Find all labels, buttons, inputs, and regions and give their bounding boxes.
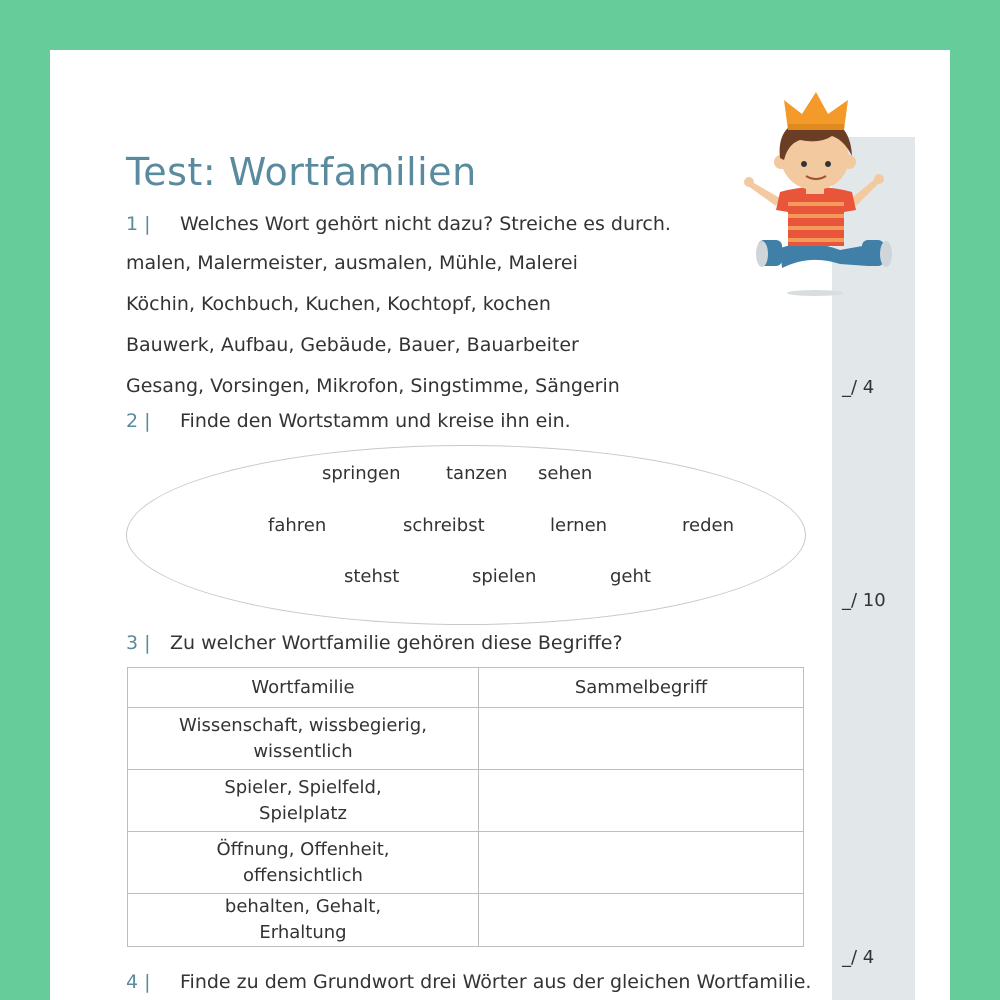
word-family-cell: Spieler, Spielfeld, Spielplatz xyxy=(128,770,479,832)
task-4-number: 4 | xyxy=(126,971,151,993)
answer-cell[interactable] xyxy=(479,770,804,832)
task-1-line[interactable]: Bauwerk, Aufbau, Gebäude, Bauer, Bauarbeiter xyxy=(126,334,579,356)
task-2-instruction: Finde den Wortstamm und kreise ihn ein. xyxy=(180,410,571,432)
boy-illustration xyxy=(740,70,930,310)
task-1-line[interactable]: malen, Malermeister, ausmalen, Mühle, Malerei xyxy=(126,252,578,274)
table-row xyxy=(128,708,804,770)
table-row xyxy=(128,894,804,947)
word[interactable]: sehen xyxy=(538,463,593,484)
task-1-line[interactable]: Köchin, Kochbuch, Kuchen, Kochtopf, kochen xyxy=(126,293,551,315)
word[interactable]: tanzen xyxy=(446,463,508,484)
word-family-table xyxy=(127,667,804,947)
task-2-number: 2 | xyxy=(126,410,151,432)
column-header-wortfamilie: Wortfamilie xyxy=(128,668,479,708)
word[interactable]: springen xyxy=(322,463,401,484)
word[interactable]: reden xyxy=(682,515,734,536)
task-3-number: 3 | xyxy=(126,632,151,654)
word[interactable]: stehst xyxy=(344,566,400,587)
word-family-cell: Öffnung, Offenheit, offensichtlich xyxy=(128,832,479,894)
page-title: Test: Wortfamilien xyxy=(126,150,477,194)
table-row xyxy=(128,770,804,832)
word[interactable]: schreibst xyxy=(403,515,485,536)
word[interactable]: spielen xyxy=(472,566,537,587)
task-3-instruction: Zu welcher Wortfamilie gehören diese Begriffe? xyxy=(170,632,623,654)
task-3-score: _/ 4 xyxy=(842,947,875,968)
answer-cell[interactable] xyxy=(479,832,804,894)
worksheet xyxy=(50,50,950,1000)
table-header-row xyxy=(128,668,804,708)
word-family-cell: behalten, Gehalt, Erhaltung xyxy=(128,894,479,947)
word[interactable]: fahren xyxy=(268,515,327,536)
task-2-score: _/ 10 xyxy=(842,590,886,611)
word[interactable]: lernen xyxy=(550,515,608,536)
table-row xyxy=(128,832,804,894)
column-header-sammelbegriff: Sammelbegriff xyxy=(479,668,804,708)
task-1-number: 1 | xyxy=(126,213,151,235)
word[interactable]: geht xyxy=(610,566,651,587)
task-1-instruction: Welches Wort gehört nicht dazu? Streiche es durch. xyxy=(180,213,671,235)
task-1-line[interactable]: Gesang, Vorsingen, Mikrofon, Singstimme, Sängerin xyxy=(126,375,620,397)
task-1-score: _/ 4 xyxy=(842,377,875,398)
answer-cell[interactable] xyxy=(479,708,804,770)
task-4-instruction: Finde zu dem Grundwort drei Wörter aus der gleichen Wortfamilie. xyxy=(180,971,812,993)
answer-cell[interactable] xyxy=(479,894,804,947)
word-family-cell: Wissenschaft, wissbegierig, wissentlich xyxy=(128,708,479,770)
